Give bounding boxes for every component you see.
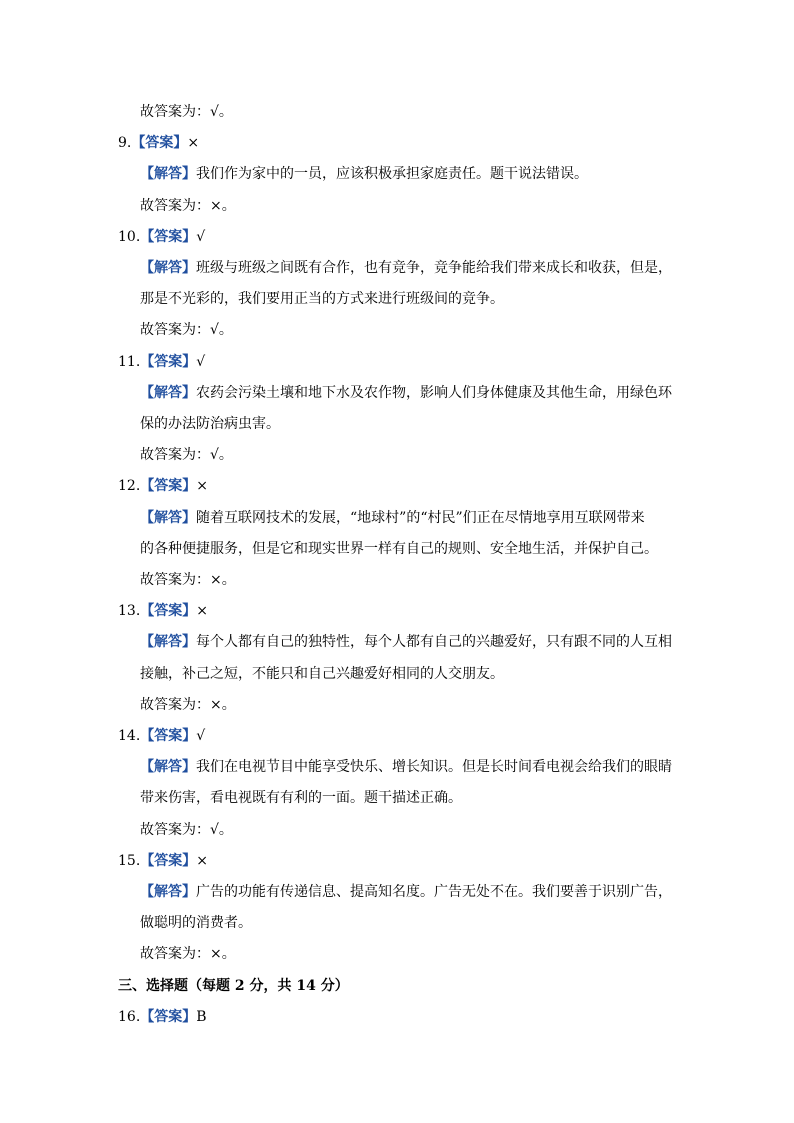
answer-line <box>118 851 208 871</box>
question-number: 9. <box>118 135 132 152</box>
answer-value: × <box>196 603 208 620</box>
analysis-text: 农药会污染土壤和地下水及农作物，影响人们身体健康及其他生命，用绿色环 <box>196 384 672 401</box>
analysis-continuation: 那是不光彩的，我们要用正当的方式来进行班级间的竞争。 <box>140 291 504 308</box>
answer-value: × <box>187 135 200 152</box>
question-number: 12. <box>118 478 141 495</box>
answer-line <box>118 1007 207 1027</box>
answer-tag: 【答案】 <box>140 852 197 869</box>
analysis-tag: 【解答】 <box>140 260 196 276</box>
conclusion-line: 故答案为：×。 <box>140 572 236 588</box>
answer-tag: 【答案】 <box>131 135 188 152</box>
analysis-tag: 【解答】 <box>140 166 196 183</box>
analysis-line <box>140 632 672 652</box>
conclusion-line: 故答案为：×。 <box>140 946 236 963</box>
answer-tag: 【答案】 <box>140 478 197 495</box>
analysis-text: 我们作为家中的一员，应该积极承担家庭责任。题干说法错误。 <box>196 166 588 183</box>
analysis-line <box>140 383 672 403</box>
question-number: 13. <box>118 603 141 620</box>
analysis-tag: 【解答】 <box>140 759 196 776</box>
answer-line <box>118 476 208 496</box>
question-number: 15. <box>118 852 141 869</box>
answer-value: × <box>196 852 208 869</box>
analysis-continuation: 带来伤害，看电视既有有利的一面。题干描述正确。 <box>140 790 462 807</box>
analysis-line <box>140 258 672 278</box>
conclusion-line: 故答案为：√。 <box>140 447 233 464</box>
answer-line <box>118 601 208 621</box>
analysis-text: 我们在电视节目中能享受快乐、增长知识。但是长时间看电视会给我们的眼睛 <box>196 759 672 776</box>
answer-tag: 【答案】 <box>140 1008 197 1025</box>
conclusion-line: 故答案为：√。 <box>140 104 233 120</box>
conclusion-line: 故答案为：×。 <box>140 197 236 214</box>
analysis-tag: 【解答】 <box>140 509 196 526</box>
answer-line <box>118 352 205 372</box>
analysis-text: 班级与班级之间既有合作，也有竞争，竞争能给我们带来成长和收获，但是， <box>196 260 672 276</box>
analysis-line <box>140 757 672 777</box>
question-number: 14. <box>118 728 141 744</box>
answer-tag: 【答案】 <box>140 728 197 744</box>
conclusion-line: 故答案为：√。 <box>140 821 233 838</box>
answer-line <box>118 133 199 153</box>
analysis-line <box>140 164 588 184</box>
analysis-tag: 【解答】 <box>140 884 196 900</box>
question-number: 11. <box>118 353 141 370</box>
question-number: 16. <box>118 1008 141 1025</box>
analysis-continuation: 保的办法防治病虫害。 <box>140 416 280 432</box>
answer-tag: 【答案】 <box>140 228 197 245</box>
answer-value: × <box>196 478 208 495</box>
answer-value: √ <box>196 728 206 744</box>
analysis-continuation: 的各种便捷服务，但是它和现实世界一样有自己的规则、安全地生活，并保护自己。 <box>140 540 658 557</box>
answer-tag: 【答案】 <box>140 603 197 620</box>
analysis-text: 每个人都有自己的独特性，每个人都有自己的兴趣爱好，只有跟不同的人互相 <box>196 634 672 651</box>
analysis-tag: 【解答】 <box>140 384 196 401</box>
answer-value: B <box>196 1008 207 1025</box>
analysis-line <box>140 882 672 902</box>
analysis-tag: 【解答】 <box>140 634 196 651</box>
answer-value: √ <box>196 228 206 245</box>
question-number: 10. <box>118 228 141 245</box>
analysis-text: 随着互联网技术的发展，“地球村”的“村民”们正在尽情地享用互联网带来 <box>196 509 645 526</box>
conclusion-line: 故答案为：×。 <box>140 696 236 713</box>
answer-value: √ <box>196 353 206 370</box>
section-heading: 三、选择题（每题 2 分，共 14 分） <box>118 977 349 994</box>
answer-line <box>118 227 205 247</box>
answer-line <box>118 726 205 746</box>
answer-tag: 【答案】 <box>140 353 197 370</box>
analysis-line <box>140 508 645 528</box>
conclusion-line: 故答案为：√。 <box>140 322 233 339</box>
analysis-text: 广告的功能有传递信息、提高知名度。广告无处不在。我们要善于识别广告， <box>196 884 672 900</box>
analysis-continuation: 做聪明的消费者。 <box>140 915 252 932</box>
analysis-continuation: 接触，补己之短，不能只和自己兴趣爱好相同的人交朋友。 <box>140 665 504 682</box>
